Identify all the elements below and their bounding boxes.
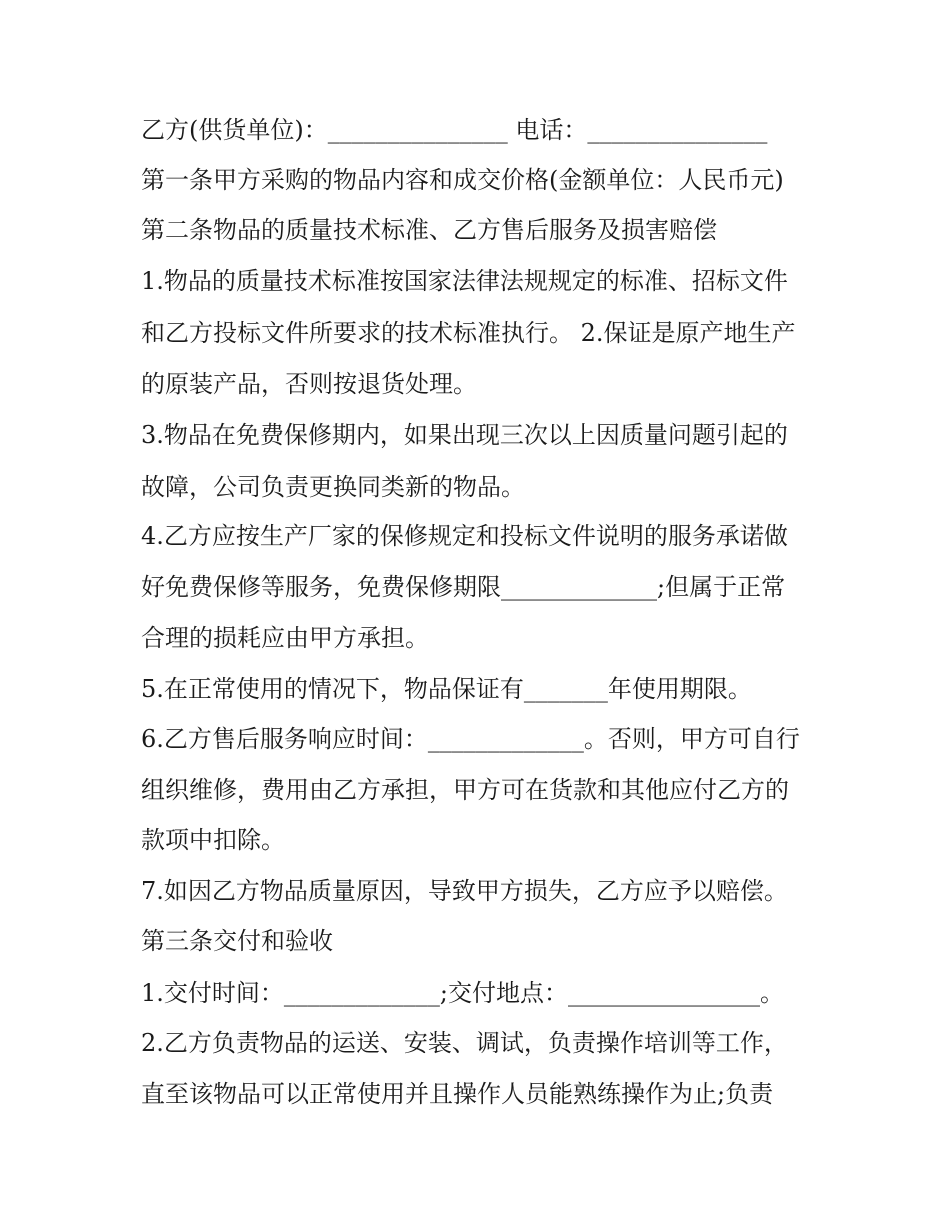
text-line-article-3: 第三条交付和验收 — [141, 927, 333, 955]
text-line-article-1: 第一条甲方采购的物品内容和成交价格(金额单位：人民币元) — [141, 166, 784, 194]
text-line-item-4: 4.乙方应按生产厂家的保修规定和投标文件说明的服务承诺做 — [141, 522, 788, 550]
text-line-item-2-cont: 的原装产品，否则按退货处理。 — [141, 370, 477, 398]
text-line-item-6-cont-2: 款项中扣除。 — [141, 826, 285, 854]
text-line-item-1: 1.物品的质量技术标准按国家法律法规规定的标准、招标文件 — [141, 267, 788, 295]
text-line-item-3: 3.物品在免费保修期内，如果出现三次以上因质量问题引起的 — [141, 421, 788, 449]
text-line-item-3-cont: 故障，公司负责更换同类新的物品。 — [141, 473, 525, 501]
text-line-item-7: 7.如因乙方物品质量原因，导致甲方损失，乙方应予以赔偿。 — [141, 877, 788, 905]
text-line-item-6: 6.乙方售后服务响应时间：_____________。否则，甲方可自行 — [141, 725, 800, 753]
text-line-delivery-1: 1.交付时间：_____________;交付地点：________________。 — [141, 979, 784, 1007]
text-line-supplier-party: 乙方(供货单位)：_______________ 电话：_______________ — [141, 116, 768, 144]
text-line-item-4-cont: 好免费保修等服务，免费保修期限_____________;但属于正常 — [141, 573, 786, 601]
text-line-item-5: 5.在正常使用的情况下，物品保证有_______年使用期限。 — [141, 675, 752, 703]
text-line-item-4-cont-2: 合理的损耗应由甲方承担。 — [141, 624, 429, 652]
text-line-article-2: 第二条物品的质量技术标准、乙方售后服务及损害赔偿 — [141, 216, 717, 244]
text-line-item-1-cont: 和乙方投标文件所要求的技术标准执行。 2.保证是原产地生产 — [141, 319, 796, 347]
text-line-delivery-2: 2.乙方负责物品的运送、安装、调试，负责操作培训等工作， — [141, 1029, 788, 1057]
text-line-delivery-2-cont: 直至该物品可以正常使用并且操作人员能熟练操作为止;负责 — [141, 1080, 774, 1108]
text-line-item-6-cont: 组织维修，费用由乙方承担，甲方可在货款和其他应付乙方的 — [141, 776, 789, 804]
